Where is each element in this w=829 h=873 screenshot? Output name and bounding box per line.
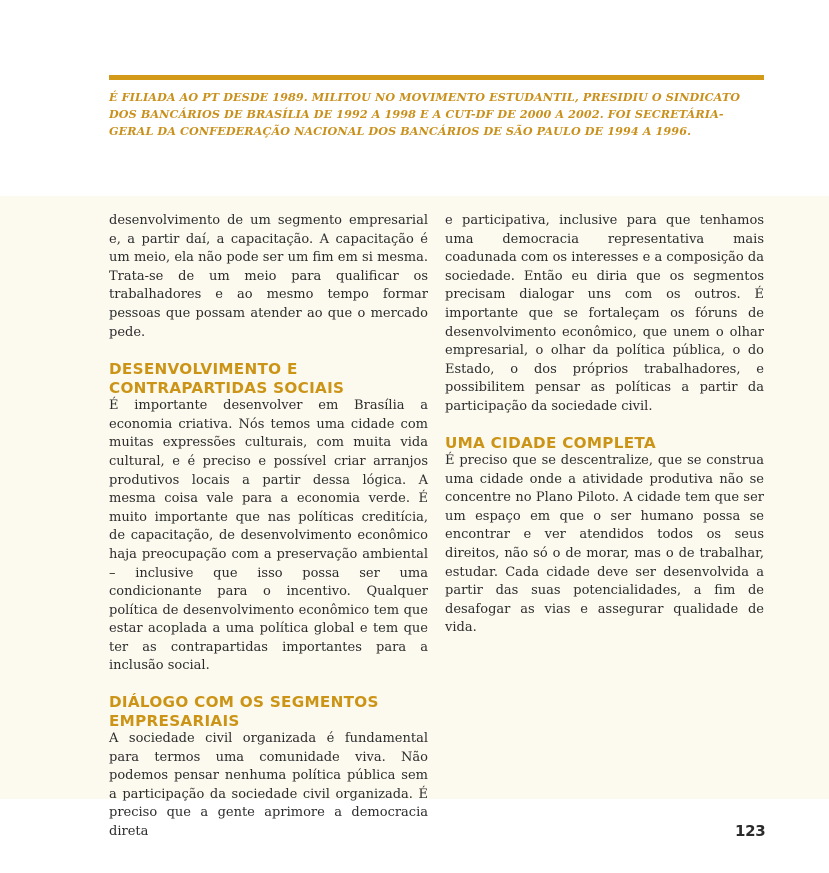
section-paragraph-dialogo: A sociedade civil organizada é fundamental para termos uma comunidade viva. Não podemos pensar nenhuma política pública sem a participação da sociedade civil organizada. É preciso que a gente aprimore a democracia direta <box>109 731 428 840</box>
section-paragraph-desenvolvimento: É importante desenvolver em Brasília a economia criativa. Nós temos uma cidade com muitas expressões culturais, com muita vida cultural, e é preciso e possível criar arranjos produtivos locais a partir dessa lógica. A mesma coisa vale para a economia verde. É muito importante que nas políticas creditícia, de capacitação, de desenvolvimento econômico haja preocupação com a preservação ambiental – inclusive que isso possa ser uma condicionante para o incentivo. Qualquer política de desenvolvimento econômico tem que estar acoplada a uma política global e tem que ter as contrapartidas importantes para a inclusão social. <box>109 398 428 674</box>
intro-paragraph: desenvolvimento de um segmento empresarial e, a partir daí, a capacitação. A capacitação é um meio, ela não pode ser um fim em si mesma. Trata-se de um meio para qualificar os trabalhadores e ao mesmo tempo formar pessoas que possam atender ao que o mercado pede. <box>109 213 428 340</box>
right-column <box>445 212 764 638</box>
section-heading-desenvolvimento: DESENVOLVIMENTO E CONTRAPARTIDAS SOCIAIS <box>109 360 345 397</box>
section-heading-dialogo: DIÁLOGO COM OS SEGMENTOS EMPRESARIAIS <box>109 693 379 730</box>
left-column <box>109 212 428 842</box>
author-bio: É FILIADA AO PT DESDE 1989. MILITOU NO MOVIMENTO ESTUDANTIL, PRESIDIU O SINDICATO DOS BANCÁRIOS DE BRASÍLIA DE 1992 A 1998 E A CUT-DF DE 2000 A 2002. FOI SECRETÁRIA-GERAL DA CONFEDERAÇÃO NACIONAL DOS BANCÁRIOS DE SÃO PAULO DE 1994 A 1996. <box>109 90 741 138</box>
continuation-paragraph: e participativa, inclusive para que tenhamos uma democracia representativa mais coadunada com os interesses e a composição da sociedade. Então eu diria que os segmentos precisam dialogar uns com os outros. É importante que se fortaleçam os fóruns de desenvolvimento econômico, que unem o olhar empresarial, o olhar da política pública, o do Estado, o dos próprios trabalhadores, e possibilitem pensar as políticas a partir da participação da sociedade civil. <box>445 213 764 414</box>
section-heading-cidade-completa: UMA CIDADE COMPLETA <box>445 433 656 452</box>
section-paragraph-cidade-completa: É preciso que se descentralize, que se construa uma cidade onde a atividade produtiva não se concentre no Plano Piloto. A cidade tem que ser um espaço em que o ser humano possa se encontrar e ver atendidos todos os seus direitos, não só o de morar, mas o de trabalhar, estudar. Cada cidade deve ser desenvolvida a partir das suas potencialidades, a fim de desafogar as vias e assegurar qualidade de vida. <box>445 453 764 636</box>
header-rule <box>109 75 764 80</box>
page-number: 123 <box>735 822 766 840</box>
